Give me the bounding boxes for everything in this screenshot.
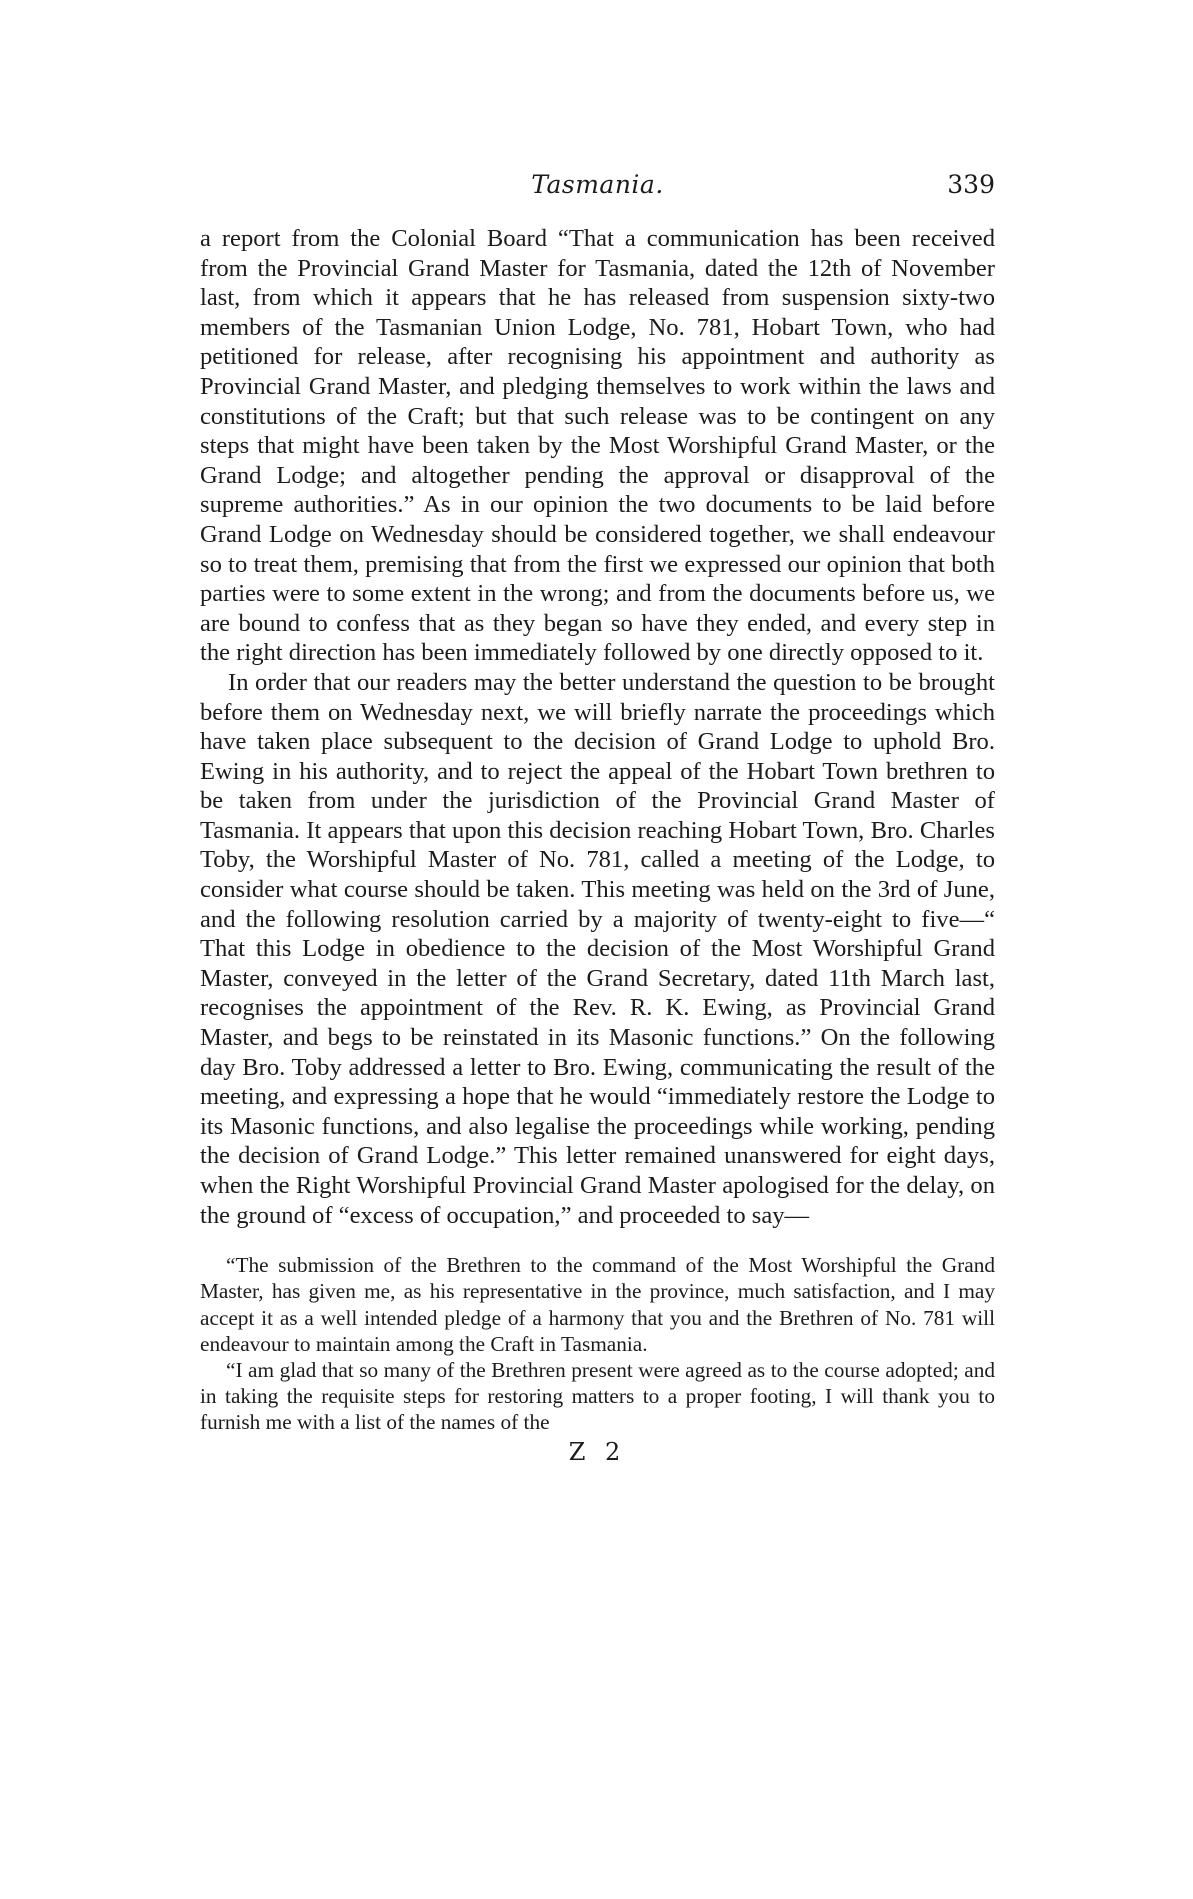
paragraph-2: In order that our readers may the better understand the question to be brought before them on Wednesday next, we will briefly narrate the proceedings which have taken place subsequent to the decision of Grand Lodge to uphold Bro. Ewing in his authority, and to reject the appeal of the Hobart Town brethren to be taken from under the jurisdiction of the Provincial Grand Master of Tasmania. It appears that upon this decision reaching Hobart Town, Bro. Charles Toby, the Worshipful Master of No. 781, called a meeting of the Lodge, to consider what course should be taken. This meeting was held on the 3rd of June, and the following resolution carried by a majority of twenty-eight to five—“ That this Lodge in obedience to the decision of the Most Worshipful Grand Master, conveyed in the letter of the Grand Secretary, dated 11th March last, recognises the appointment of the Rev. R. K. Ewing, as Provincial Grand Master, and begs to be reinstated in its Masonic functions.” On the following day Bro. Toby addressed a letter to Bro. Ewing, communicating the result of the meeting, and expressing a hope that he would “immediately restore the Lodge to its Masonic functions, and also legalise the proceedings while working, pending the decision of Grand Lodge.” This letter remained unanswered for eight days, when the Right Worshipful Provincial Grand Master apologised for the delay, on the ground of “excess of occupation,” and proceeded to say— <box>200 668 995 1229</box>
quote-paragraph-2: “I am glad that so many of the Brethren present were agreed as to the course adopted; and in taking the requisite steps for restoring matters to a proper footing, I will thank you to furnish me with a list of the names of the <box>200 1358 995 1435</box>
signature-mark: Z 2 <box>568 1437 627 1466</box>
running-header <box>200 170 995 210</box>
body-text <box>200 224 995 1230</box>
page-number: 339 <box>947 170 995 199</box>
paragraph-1: a report from the Colonial Board “That a communication has been received from the Provincial Grand Master for Tasmania, dated the 12th of November last, from which it appears that he has released from suspension sixty-two members of the Tasmanian Union Lodge, No. 781, Hobart Town, who had petitioned for release, after recognising his appointment and authority as Provincial Grand Master, and pledging themselves to work within the laws and constitutions of the Craft; but that such release was to be contingent on any steps that might have been taken by the Most Worshipful Grand Master, or the Grand Lodge; and altogether pending the approval or disapproval of the supreme authorities.” As in our opinion the two documents to be laid before Grand Lodge on Wednesday should be considered together, we shall endeavour so to treat them, premising that from the first we expressed our opinion that both parties were to some extent in the wrong; and from the documents before us, we are bound to confess that as they began so have they ended, and every step in the right direction has been immediately followed by one directly opposed to it. <box>200 225 995 667</box>
block-quote <box>200 1252 995 1435</box>
book-page <box>200 170 995 1466</box>
quote-paragraph-1: “The submission of the Brethren to the command of the Most Worshipful the Grand Master, has given me, as his representative in the province, much satisfaction, and I may accept it as a well intended pledge of a harmony that you and the Brethren of No. 781 will endeavour to maintain among the Craft in Tasmania. <box>200 1253 995 1356</box>
running-title: Tasmania. <box>531 170 664 199</box>
